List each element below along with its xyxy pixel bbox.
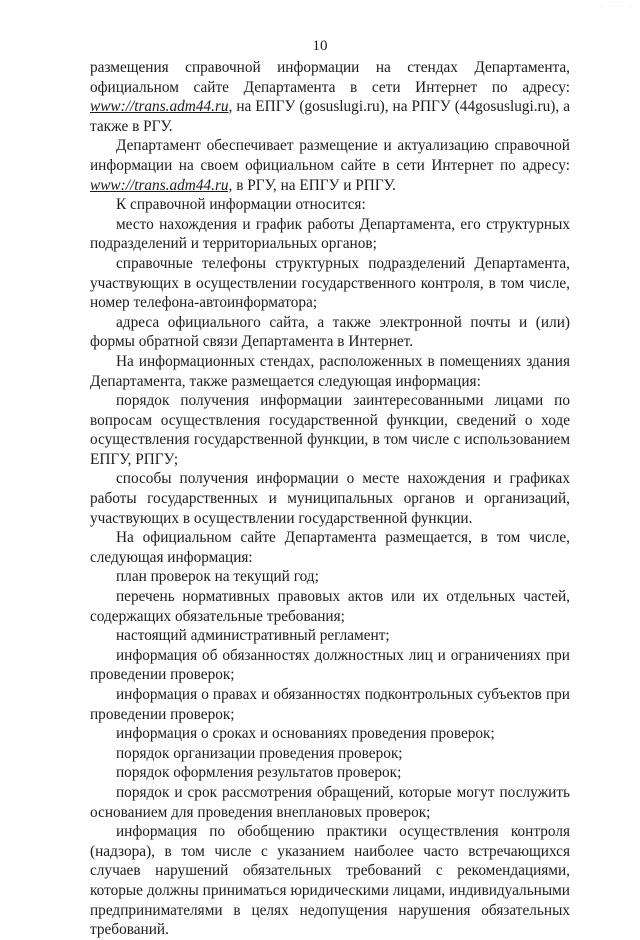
paragraph-text: план проверок на текущий год; <box>116 568 319 586</box>
paragraph-text: настоящий административный регламент; <box>116 627 390 645</box>
paragraph <box>90 58 570 136</box>
paragraph-text: способы получения информации о месте нахождения и графиках работы государственных и муниципальных органов и организаций, участвующих в осуществлении государственной функции. <box>90 470 570 527</box>
page-number: 10 <box>312 38 328 54</box>
paragraph-text: К справочной информации относится: <box>116 196 366 214</box>
paragraph-text: место нахождения и график работы Департамента, его структурных подразделений и территориальных органов; <box>90 215 570 253</box>
paragraph-text: в РГУ, на ЕПГУ и РПГУ. <box>232 176 396 194</box>
paragraph <box>90 685 570 724</box>
paragraph <box>90 587 570 626</box>
paragraph-text: порядок организации проведения проверок; <box>116 744 403 762</box>
paragraph-text: информация о сроках и основаниях проведения проверок; <box>116 725 495 743</box>
paragraph <box>90 783 570 822</box>
paragraph-text: На информационных стендах, расположенных в помещениях здания Департамента, также размещается следующая информация: <box>90 352 570 390</box>
paragraph-text: адреса официального сайта, а также электронной почты и (или) формы обратной связи Департамента в Интернет. <box>90 313 570 351</box>
website-link[interactable]: www://trans.adm44.ru, <box>90 176 233 194</box>
paragraph <box>90 136 570 195</box>
paragraph <box>90 528 570 567</box>
paragraph <box>90 567 570 587</box>
paragraph <box>90 352 570 391</box>
paragraph-text: размещения справочной информации на стендах Департамента, официальном сайте Департамента в сети Интернет по адресу: <box>90 59 570 96</box>
paragraph <box>90 822 570 940</box>
paragraph-text: Департамент обеспечивает размещение и актуализацию справочной информации на своем официальном сайте в сети Интернет по адресу: <box>90 137 570 174</box>
website-link[interactable]: www://trans.adm44.ru <box>90 98 229 116</box>
paragraph-text: порядок получения информации заинтересованными лицами по вопросам осуществления государственной функции, сведений о ходе осуществления государственной функции, в том числе с использованием ЕПГУ, РПГУ; <box>90 392 570 468</box>
paragraph-text: перечень нормативных правовых актов или их отдельных частей, содержащих обязательные требования; <box>90 588 570 625</box>
paragraph <box>90 744 570 764</box>
paragraph-text: справочные телефоны структурных подразделений Департамента, участвующих в осуществлении государственного контроля, в том числе, номер телефона-автоинформатора; <box>90 254 570 312</box>
paragraph <box>90 313 570 352</box>
paragraph-text: информация об обязанностях должностных лиц и ограничениях при проведении проверок; <box>90 646 570 684</box>
paragraph <box>90 215 570 254</box>
paragraph-text: информация по обобщению практики осуществления контроля (надзора), в том числе с указанием наиболее часто встречающихся случаев нарушений обязательных требований с рекомендациями, которые должны приниматься юридическими лицами, индивидуальными предпринимателями в целях недопущения нарушения обязательных требований. <box>90 823 570 939</box>
paragraph <box>90 195 570 215</box>
paragraph-text: , на ЕПГУ (gosuslugi.ru), на РПГУ (44gosuslugi.ru), а также в РГУ. <box>90 98 570 135</box>
scan-corner-marks: · · · · · <box>600 4 634 10</box>
paragraph <box>90 724 570 744</box>
paragraph-text: На официальном сайте Департамента размещается, в том числе, следующая информация: <box>90 529 570 566</box>
paragraph <box>90 254 570 313</box>
document-body <box>90 58 570 940</box>
paragraph <box>90 469 570 528</box>
paragraph <box>90 646 570 685</box>
paragraph <box>90 763 570 783</box>
paragraph <box>90 626 570 646</box>
paragraph <box>90 391 570 469</box>
paragraph-text: порядок и срок рассмотрения обращений, которые могут послужить основанием для проведения внеплановых проверок; <box>90 783 570 821</box>
paragraph-text: порядок оформления результатов проверок; <box>116 764 402 782</box>
paragraph-text: информация о правах и обязанностях подконтрольных субъектов при проведении проверок; <box>90 686 570 723</box>
